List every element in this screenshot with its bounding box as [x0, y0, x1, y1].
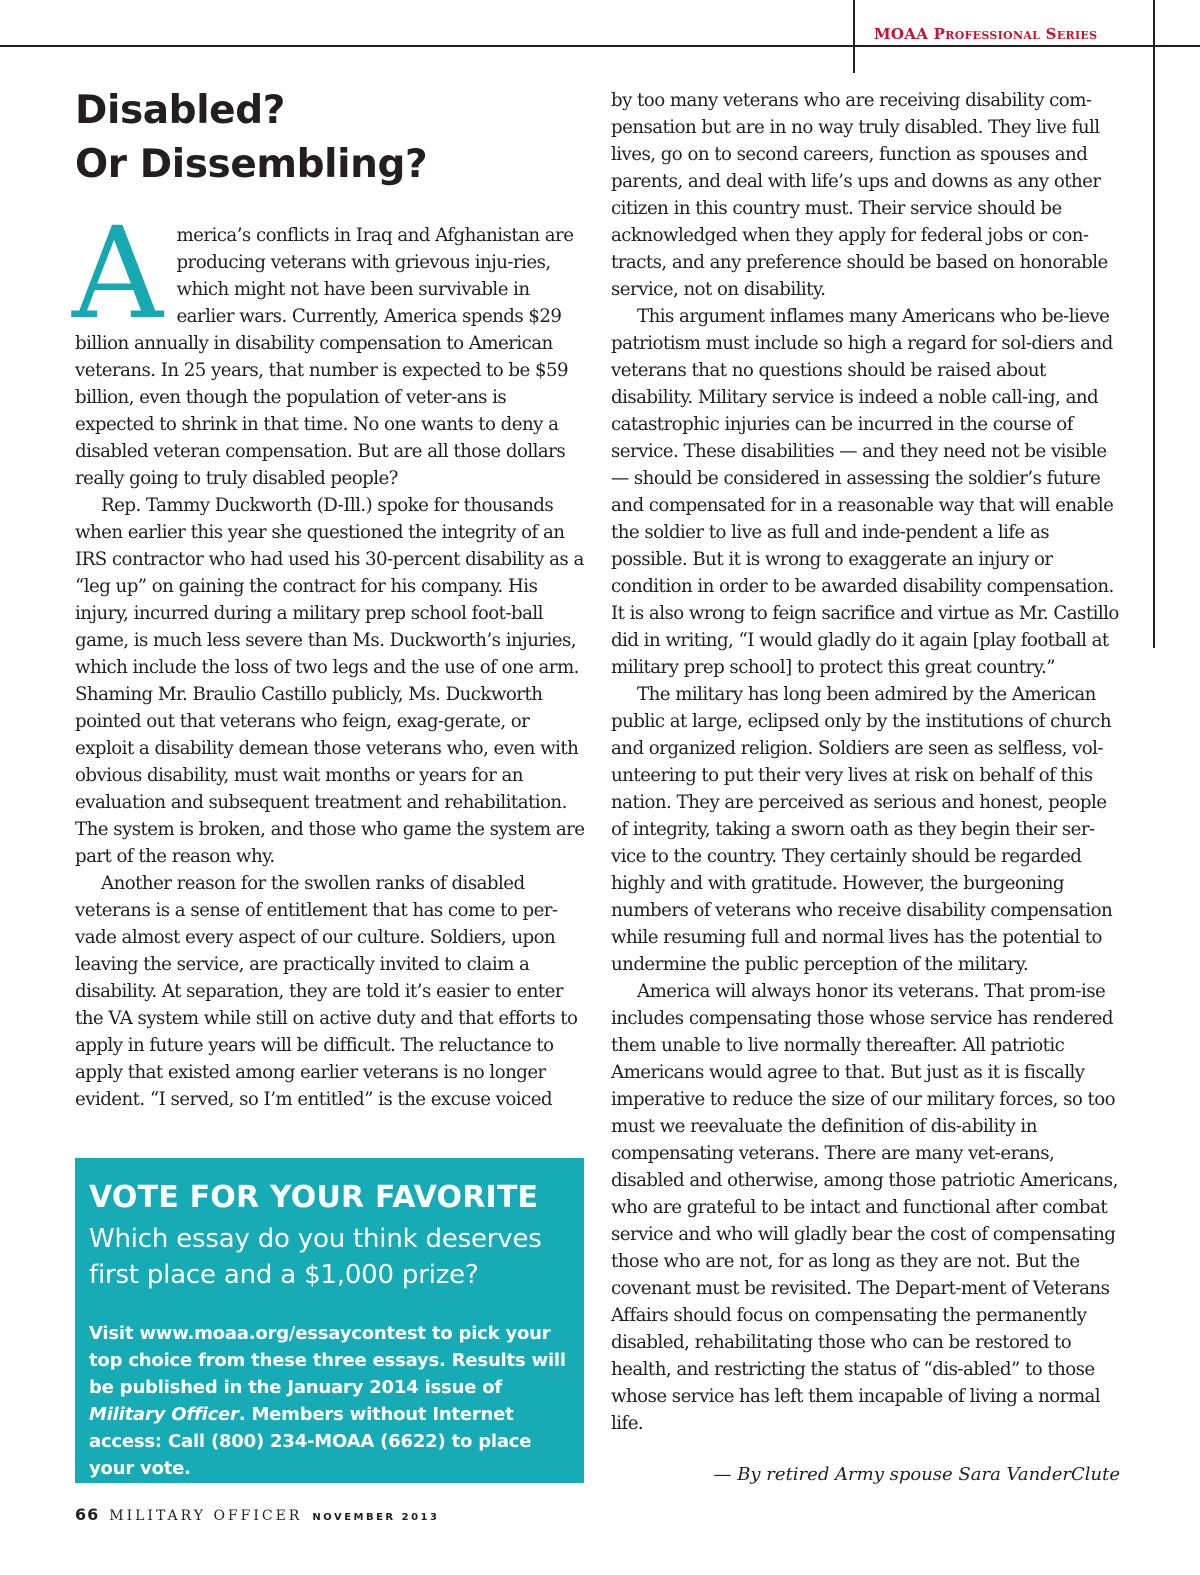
article-title — [75, 84, 575, 192]
series-label: MOAA Professional Series — [874, 25, 1098, 43]
author-byline: — By retired Army spouse Sara VanderClute — [713, 1464, 1120, 1485]
paragraph: by too many veterans who are receiving disability com-pensation but are in no way truly disabled. They live full lives, go on to second careers, function as spouses and parents, and deal with life’s ups and downs as any other citizen in this country must. Their service should be acknowledged when they apply for federal jobs or con-tracts, and any preference should be based on honorable service, not on disability. — [611, 90, 1108, 300]
promo-body-text: Visit www.moaa.org/essaycontest to pick your top choice from these three essays. Results will be published in the January 2014 issue of — [89, 1323, 566, 1398]
paragraph: America will always honor its veterans. That prom-ise includes compensating those whose service has rendered them unable to live normally thereafter. All patriotic Americans would agree to that. But just as it is fiscally imperative to reduce the size of our military forces, so too must we reevaluate the definition of dis-ability in compensating veterans. There are many vet-erans, disabled and otherwise, among those patriotic Americans, who are grateful to be intact and functional after combat service and who will gladly bear the cost of compensating those who are not, for as long as they are not. But the covenant must be revisited. The Depart-ment of Veterans Affairs should focus on compensating the permanently disabled, rehabilitating those who can be restored to health, and restricting the status of “dis-abled” to those whose service has left them incapable of living a normal life. — [611, 981, 1118, 1434]
magazine-title: Military Officer — [89, 1404, 239, 1425]
title-line-1: Disabled? — [75, 88, 285, 133]
paragraph: Another reason for the swollen ranks of disabled veterans is a sense of entitlement that has come to per-vade almost every aspect of our culture. Soldiers, upon leaving the service, are practically invited to claim a disability. At separation, they are told it’s easier to enter the VA system while still on active duty and that efforts to apply in future years will be difficult. The reluctance to apply that existed among earlier veterans is no longer evident. “I served, so I’m entitled” is the excuse voiced — [75, 873, 578, 1110]
margin-rule — [1153, 0, 1155, 648]
page-footer — [75, 1505, 439, 1525]
header-divider — [853, 0, 855, 73]
paragraph: This argument inflames many Americans who be-lieve patriotism must include so high a regard for sol-diers and veterans that no questions should be raised about disability. Military service is indeed a noble call-ing, and catastrophic injuries can be incurred in the course of service. These disabilities — and they need not be visible — should be considered in assessing the soldier’s future and compensated for in a reasonable way that will enable the soldier to live as full and inde-pendent a life as possible. But it is wrong to exaggerate an injury or condition in order to be awarded disability compensation. It is also wrong to feign sacrifice and virtue as Mr. Castillo did in writing, “I would gladly do it again [play football at military prep school] to protect this great country.” — [611, 306, 1119, 678]
promo-headline: VOTE FOR YOUR FAVORITE — [89, 1180, 539, 1215]
left-column — [72, 200, 590, 1113]
paragraph: Rep. Tammy Duckworth (D-Ill.) spoke for thousands when earlier this year she questioned the integrity of an IRS contractor who had used his 30-percent disability as a “leg up” on gaining the contract for his company. His injury, incurred during a military prep school foot-ball game, is much less severe than Ms. Duckworth’s injuries, which include the loss of two legs and the use of one arm. Shaming Mr. Braulio Castillo publicly, Ms. Duckworth pointed out that veterans who feign, exag-gerate, or exploit a disability demean those veterans who, even with obvious disability, must wait months or years for an evaluation and subsequent treatment and rehabilitation. The system is broken, and those who game the system are part of the reason why. — [75, 495, 585, 867]
page-number: 66 — [75, 1505, 100, 1524]
magazine-name: MILITARY OFFICER — [109, 1508, 303, 1524]
promo-body-text: . Members without Internet access: Call (800) 234-MOAA (6622) to place your vote. — [89, 1404, 532, 1479]
title-line-2: Or Dissembling? — [75, 142, 428, 187]
right-column — [611, 87, 1126, 1437]
paragraph-text: merica’s conflicts in Iraq and Afghanistan are producing veterans with grievous inju-ries, which might not have been survivable in earlier wars. Currently, America spends $29 billion annually in disability compensation to American veterans. In 25 years, that number is expected to be $59 billion, even though the population of veter-ans is expected to shrink in that time. No one wants to deny a disabled veteran compensation. But are all those dollars really going to truly disabled people? — [75, 225, 574, 489]
paragraph: The military has long been admired by the American public at large, eclipsed only by the institutions of church and organized religion. Soldiers are seen as selfless, vol-unteering to put their very lives at risk on behalf of this nation. They are perceived as serious and honest, people of integrity, taking a sworn oath as they begin their ser-vice to the country. They certainly should be regarded highly and with gratitude. However, the burgeoning numbers of veterans who receive disability compensation while resuming full and normal lives has the potential to undermine the public perception of the military. — [611, 684, 1113, 975]
vote-promo-box — [75, 1158, 584, 1483]
header-rule — [0, 45, 1200, 47]
promo-body — [89, 1320, 570, 1482]
issue-date: NOVEMBER 2013 — [312, 1512, 440, 1523]
promo-subhead: Which essay do you think deserves first place and a $1,000 prize? — [89, 1224, 542, 1290]
paragraph — [72, 200, 590, 492]
drop-cap: A — [72, 200, 163, 347]
